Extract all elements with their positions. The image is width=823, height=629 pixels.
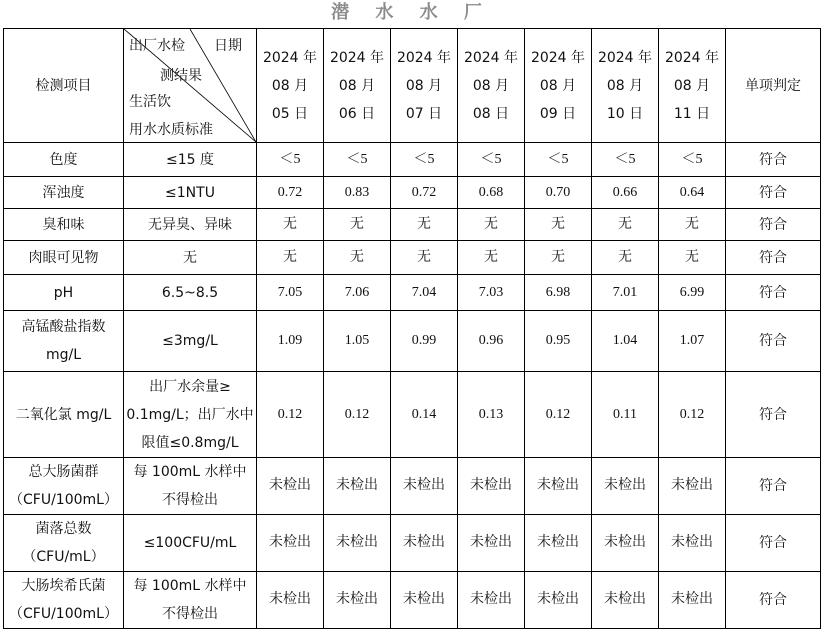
value-cell: 未检出 <box>257 572 324 629</box>
standard-cell-line: 出厂水余量≥ <box>149 378 231 395</box>
table-row <box>4 209 821 241</box>
value-cell: 未检出 <box>391 515 458 572</box>
value-cell: 未检出 <box>592 458 659 515</box>
standard-cell-line: ≤1NTU <box>165 184 215 201</box>
value-cell: 无 <box>525 241 592 275</box>
item-name-line: 总大肠菌群 <box>28 464 99 480</box>
verdict-cell: 符合 <box>726 143 821 177</box>
item-name <box>4 209 124 241</box>
standard-cell-line: 无 <box>183 249 197 266</box>
page-title: 潜 水 水 厂 <box>331 2 492 23</box>
value-cell: 未检出 <box>659 515 726 572</box>
standard-cell-line: 不得检出 <box>162 606 218 622</box>
water-quality-table <box>3 28 821 629</box>
standard-cell-line: 每 100mL 水样中 <box>133 464 247 480</box>
value-cell: 未检出 <box>525 515 592 572</box>
value-cell: 7.03 <box>458 275 525 311</box>
table-body <box>4 29 821 629</box>
value-cell: 0.95 <box>525 311 592 372</box>
date-header-2: 2024 年 08 月 06 日 <box>324 29 391 143</box>
value-cell: ＜5 <box>659 143 726 177</box>
verdict-cell: 符合 <box>726 515 821 572</box>
value-cell: 7.05 <box>257 275 324 311</box>
date-header-3: 2024 年 08 月 07 日 <box>391 29 458 143</box>
verdict-cell: 符合 <box>726 572 821 629</box>
standard-cell <box>124 275 257 311</box>
value-cell: 0.70 <box>525 177 592 209</box>
value-cell: 1.07 <box>659 311 726 372</box>
value-cell: 无 <box>659 241 726 275</box>
value-cell: 未检出 <box>659 572 726 629</box>
value-cell: ＜5 <box>391 143 458 177</box>
table-row <box>4 177 821 209</box>
value-cell: 无 <box>257 209 324 241</box>
standard-cell-line: 无异臭、异味 <box>148 216 232 233</box>
value-cell: 1.05 <box>324 311 391 372</box>
diag-label-top-right: 日期 <box>214 38 242 54</box>
date-header-5: 2024 年 08 月 09 日 <box>525 29 592 143</box>
verdict-cell: 符合 <box>726 372 821 458</box>
standard-cell <box>124 572 257 629</box>
standard-cell <box>124 458 257 515</box>
item-name-line: （CFU/100mL） <box>9 606 118 622</box>
item-name-line: 二氧化氯 mg/L <box>15 406 112 423</box>
standard-cell-line: 6.5~8.5 <box>161 284 219 301</box>
diag-label-bottom-1: 生活饮 <box>129 94 171 110</box>
verdict-cell: 符合 <box>726 209 821 241</box>
value-cell: 0.99 <box>391 311 458 372</box>
standard-cell-line: ≤100CFU/mL <box>143 535 237 551</box>
standard-cell <box>124 372 257 458</box>
value-cell: 未检出 <box>324 515 391 572</box>
standard-cell-line: ≤15 度 <box>166 151 214 168</box>
value-cell: 0.12 <box>324 372 391 458</box>
value-cell: 无 <box>592 241 659 275</box>
item-name-line: 色度 <box>49 151 78 168</box>
standard-cell-line: 0.1mg/L；出厂水中 <box>126 406 254 423</box>
value-cell: 无 <box>257 241 324 275</box>
diag-label-top-left: 出厂水检 <box>129 38 185 54</box>
date-header-1: 2024 年 08 月 05 日 <box>257 29 324 143</box>
verdict-cell: 符合 <box>726 311 821 372</box>
standard-cell-line: ≤3mg/L <box>162 333 218 349</box>
value-cell: 未检出 <box>592 572 659 629</box>
date-header-4: 2024 年 08 月 08 日 <box>458 29 525 143</box>
value-cell: ＜5 <box>525 143 592 177</box>
value-cell: 0.12 <box>659 372 726 458</box>
item-name <box>4 311 124 372</box>
value-cell: 无 <box>458 241 525 275</box>
item-name-line: （CFU/100mL） <box>9 492 118 508</box>
value-cell: 1.04 <box>592 311 659 372</box>
verdict-cell: 符合 <box>726 241 821 275</box>
table-row <box>4 275 821 311</box>
item-name-line: 肉眼可见物 <box>28 249 99 266</box>
value-cell: ＜5 <box>458 143 525 177</box>
value-cell: 未检出 <box>592 515 659 572</box>
date-header-6: 2024 年 08 月 10 日 <box>592 29 659 143</box>
item-name-line: pH <box>53 284 74 301</box>
value-cell: 7.06 <box>324 275 391 311</box>
value-cell: 无 <box>659 209 726 241</box>
item-name <box>4 275 124 311</box>
item-name <box>4 143 124 177</box>
value-cell: 无 <box>391 241 458 275</box>
value-cell: 7.04 <box>391 275 458 311</box>
header-row <box>4 29 821 143</box>
table-row <box>4 143 821 177</box>
value-cell: 未检出 <box>257 515 324 572</box>
value-cell: 6.99 <box>659 275 726 311</box>
standard-cell <box>124 177 257 209</box>
value-cell: 0.72 <box>391 177 458 209</box>
value-cell: 0.13 <box>458 372 525 458</box>
value-cell: 未检出 <box>391 572 458 629</box>
value-cell: 6.98 <box>525 275 592 311</box>
value-cell: 未检出 <box>458 572 525 629</box>
value-cell: 无 <box>525 209 592 241</box>
value-cell: 无 <box>391 209 458 241</box>
standard-cell <box>124 143 257 177</box>
value-cell: 未检出 <box>525 458 592 515</box>
value-cell: 0.72 <box>257 177 324 209</box>
diag-label-middle: 测结果 <box>160 68 202 84</box>
value-cell: 7.01 <box>592 275 659 311</box>
table-row <box>4 311 821 372</box>
value-cell: 无 <box>458 209 525 241</box>
standard-cell-line: 不得检出 <box>162 492 218 508</box>
item-name-line: 高锰酸盐指数 <box>21 319 106 335</box>
value-cell: 未检出 <box>458 458 525 515</box>
item-name-line: （CFU/mL） <box>22 549 105 565</box>
standard-cell <box>124 241 257 275</box>
verdict-cell: 符合 <box>726 275 821 311</box>
value-cell: 0.14 <box>391 372 458 458</box>
diag-label-bottom-2: 用水水质标准 <box>129 122 213 138</box>
item-name <box>4 515 124 572</box>
verdict-cell: 符合 <box>726 177 821 209</box>
standard-cell-line: 每 100mL 水样中 <box>133 578 247 594</box>
standard-cell-line: 限值≤0.8mg/L <box>141 434 239 451</box>
date-header-7: 2024 年 08 月 11 日 <box>659 29 726 143</box>
value-cell: 1.09 <box>257 311 324 372</box>
value-cell: 未检出 <box>324 572 391 629</box>
value-cell: 0.83 <box>324 177 391 209</box>
value-cell: 0.12 <box>257 372 324 458</box>
value-cell: 未检出 <box>391 458 458 515</box>
item-name <box>4 572 124 629</box>
standard-cell <box>124 311 257 372</box>
value-cell: ＜5 <box>592 143 659 177</box>
item-name <box>4 241 124 275</box>
value-cell: 0.12 <box>525 372 592 458</box>
table-row <box>4 458 821 515</box>
table-row <box>4 241 821 275</box>
standard-cell <box>124 515 257 572</box>
value-cell: 0.64 <box>659 177 726 209</box>
value-cell: 无 <box>324 241 391 275</box>
table-row <box>4 515 821 572</box>
value-cell: ＜5 <box>257 143 324 177</box>
value-cell: 无 <box>592 209 659 241</box>
verdict-cell: 符合 <box>726 458 821 515</box>
item-name-line: 菌落总数 <box>35 521 92 537</box>
item-name <box>4 372 124 458</box>
item-name-line: 臭和味 <box>42 216 85 233</box>
value-cell: 0.68 <box>458 177 525 209</box>
item-header: 检测项目 <box>4 29 124 143</box>
diagonal-header <box>124 29 257 143</box>
item-name-line: 浑浊度 <box>42 184 85 201</box>
item-name-line: 大肠埃希氏菌 <box>21 578 106 594</box>
value-cell: 无 <box>324 209 391 241</box>
value-cell: 未检出 <box>458 515 525 572</box>
standard-cell <box>124 209 257 241</box>
value-cell: 未检出 <box>257 458 324 515</box>
value-cell: 0.11 <box>592 372 659 458</box>
value-cell: 未检出 <box>659 458 726 515</box>
verdict-header: 单项判定 <box>726 29 821 143</box>
value-cell: 未检出 <box>525 572 592 629</box>
item-name <box>4 458 124 515</box>
value-cell: 0.66 <box>592 177 659 209</box>
value-cell: 0.96 <box>458 311 525 372</box>
item-name-line: mg/L <box>45 347 82 363</box>
value-cell: ＜5 <box>324 143 391 177</box>
value-cell: 未检出 <box>324 458 391 515</box>
table-row <box>4 572 821 629</box>
table-row <box>4 372 821 458</box>
item-name <box>4 177 124 209</box>
